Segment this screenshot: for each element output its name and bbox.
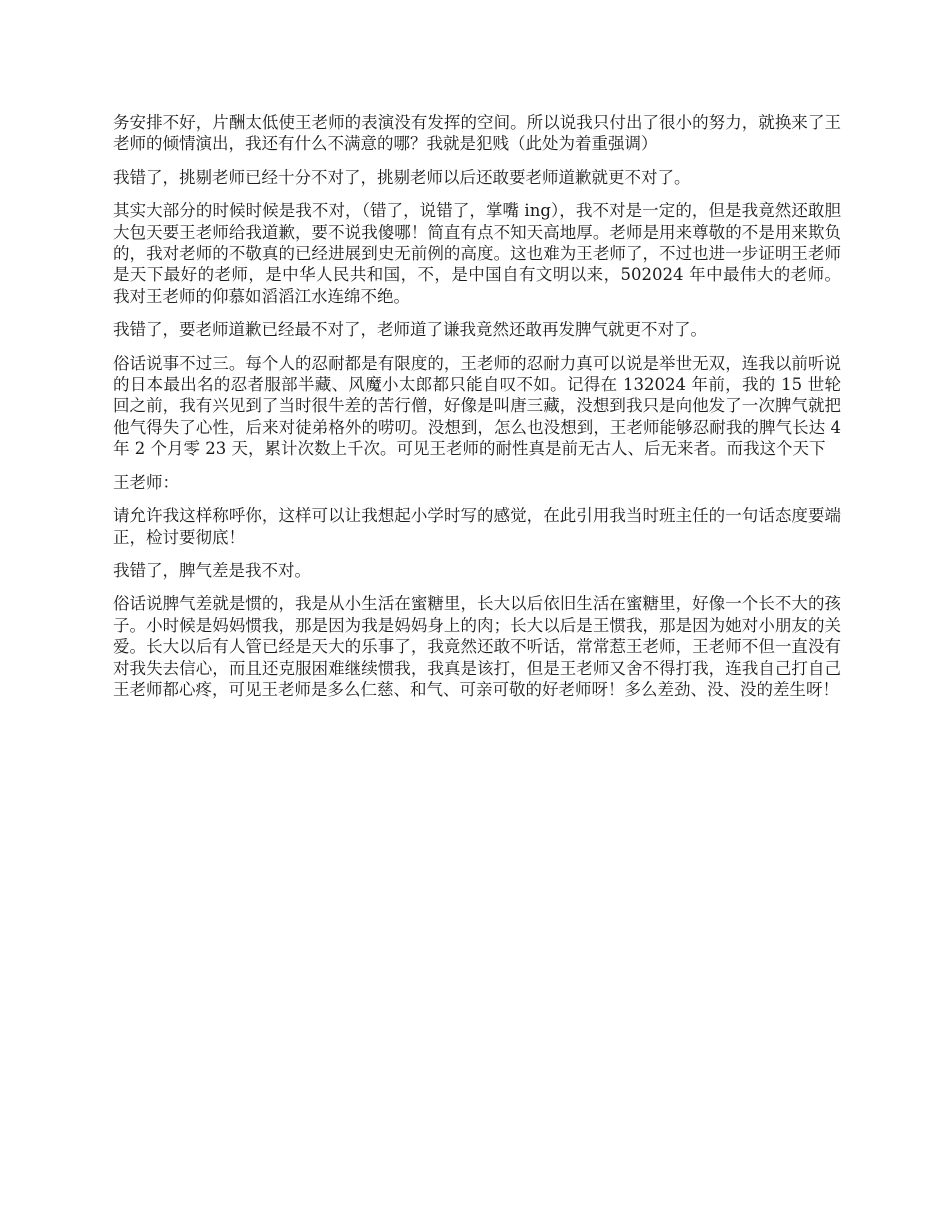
paragraph-9: 俗话说脾气差就是惯的，我是从小生活在蜜糖里，长大以后依旧生活在蜜糖里，好像一个长不大的孩子。小时候是妈妈惯我，那是因为我是妈妈身上的肉；长大以后是王惯我，那是因为她对小朋友的关爱。长大以后有人管已经是天大的乐事了，我竟然还敢不听话，常常惹王老师，王老师不但一直没有对我失去信心，而且还克服困难继续惯我，我真是该打，但是王老师又舍不得打我，连我自己打自己王老师都心疼，可见王老师是多么仁慈、和气、可亲可敬的好老师呀！多么差劲、没、没的差生呀！: [113, 594, 841, 699]
paragraph-1: 务安排不好，片酬太低使王老师的表演没有发挥的空间。所以说我只付出了很小的努力，就换来了王老师的倾情演出，我还有什么不满意的哪？我就是犯贱（此处为着重强调）: [113, 113, 841, 154]
paragraph-2: 我错了，挑剔老师已经十分不对了，挑剔老师以后还敢要老师道歉就更不对了。: [113, 167, 691, 187]
paragraph-7: 请允许我这样称呼你，这样可以让我想起小学时写的感觉，在此引用我当时班主任的一句话态度要端正，检讨要彻底！: [113, 506, 841, 547]
paragraph-3: 其实大部分的时候时候是我不对，（错了，说错了，掌嘴 ing），我不对是一定的，但是我竟然还敢胆大包天要王老师给我道歉，要不说我傻哪！简直有点不知天高地厚。老师是用来尊敬的不是用来欺负的，我对老师的不敬真的已经进展到史无前例的高度。这也难为王老师了，不过也进一步证明王老师是天下最好的老师，是中华人民共和国，不，是中国自有文明以来，502024 年中最伟大的老师。我对王老师的仰慕如滔滔江水连绵不绝。: [113, 201, 841, 306]
paragraph-4: 我错了，要老师道歉已经最不对了，老师道了谦我竟然还敢再发脾气就更不对了。: [113, 320, 707, 340]
document-body: [113, 112, 841, 712]
paragraph-6-salutation: 王老师：: [113, 472, 179, 492]
paragraph-8: 我错了，脾气差是我不对。: [113, 560, 311, 580]
paragraph-5: 俗话说事不过三。每个人的忍耐都是有限度的，王老师的忍耐力真可以说是举世无双，连我以前听说的日本最出名的忍者服部半藏、风魔小太郎都只能自叹不如。记得在 132024 年前，我的 15 世轮回之前，我有兴见到了当时很牛差的苦行僧，好像是叫唐三藏，没想到我只是向他发了一次脾气就把他气得失了心性，后来对徒弟格外的唠叨。没想到，怎么也没想到，王老师能够忍耐我的脾气长达 4 年 2 个月零 23 天，累计次数上千次。可见王老师的耐性真是前无古人、后无来者。而我这个天下: [113, 353, 841, 459]
